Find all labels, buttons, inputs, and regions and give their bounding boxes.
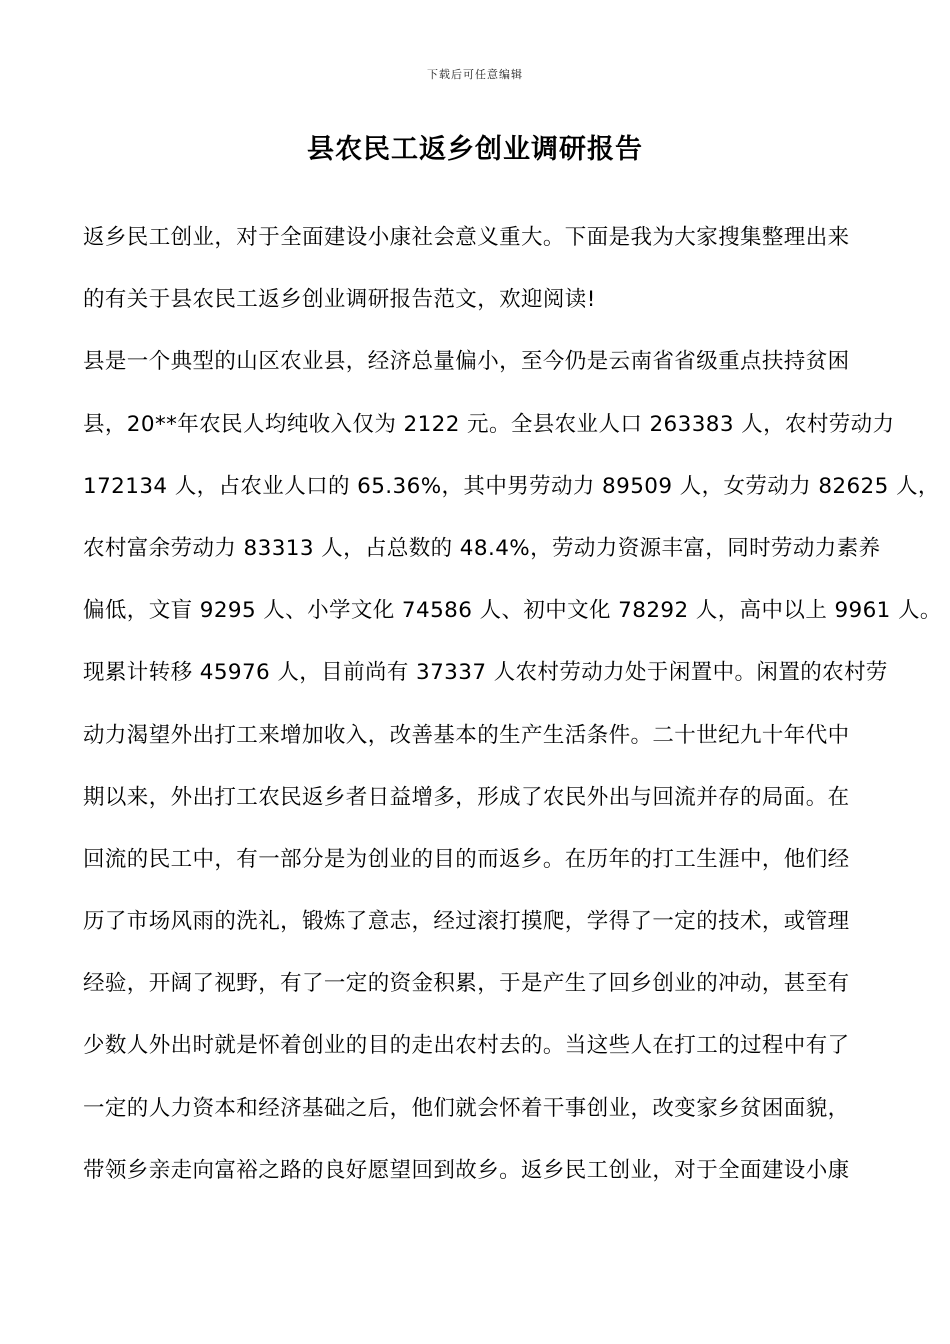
body-line: 172134 人，占农业人口的 65.36%，其中男劳动力 89509 人，女劳动力 82625 人， — [83, 473, 940, 499]
body-line: 现累计转移 45976 人，目前尚有 37337 人农村劳动力处于闲置中。闲置的农村劳 — [83, 660, 888, 686]
body-line: 少数人外出时就是怀着创业的目的走出农村去的。当这些人在打工的过程中有了 — [83, 1033, 850, 1059]
body-line: 历了市场风雨的洗礼，锻炼了意志，经过滚打摸爬，学得了一定的技术，或管理 — [83, 909, 850, 935]
body-line: 带领乡亲走向富裕之路的良好愿望回到故乡。返乡民工创业，对于全面建设小康 — [83, 1157, 850, 1183]
body-line: 县，20**年农民人均纯收入仅为 2122 元。全县农业人口 263383 人，农村劳动力 — [83, 411, 895, 437]
body-line: 回流的民工中，有一部分是为创业的目的而返乡。在历年的打工生涯中，他们经 — [83, 846, 850, 872]
body-line: 的有关于县农民工返乡创业调研报告范文，欢迎阅读! — [83, 287, 596, 313]
body-line: 经验，开阔了视野，有了一定的资金积累，于是产生了回乡创业的冲动，甚至有 — [83, 971, 850, 997]
body-line: 农村富余劳动力 83313 人，占总数的 48.4%，劳动力资源丰富，同时劳动力素养 — [83, 535, 881, 561]
body-line: 一定的人力资本和经济基础之后，他们就会怀着干事创业，改变家乡贫困面貌， — [83, 1095, 850, 1121]
header-note: 下载后可任意编辑 — [427, 68, 523, 81]
body-text — [83, 219, 942, 1214]
body-line: 返乡民工创业，对于全面建设小康社会意义重大。下面是我为大家搜集整理出来 — [83, 225, 850, 250]
body-line: 期以来，外出打工农民返乡者日益增多，形成了农民外出与回流并存的局面。在 — [83, 784, 850, 810]
body-line: 偏低，文盲 9295 人、小学文化 74586 人、初中文化 78292 人，高中以上 9961 人。 — [83, 598, 942, 624]
body-line: 动力渴望外出打工来增加收入，改善基本的生产生活条件。二十世纪九十年代中 — [83, 722, 850, 748]
body-line: 县是一个典型的山区农业县，经济总量偏小，至今仍是云南省省级重点扶持贫困 — [83, 349, 850, 375]
document-title: 县农民工返乡创业调研报告 — [307, 134, 643, 165]
